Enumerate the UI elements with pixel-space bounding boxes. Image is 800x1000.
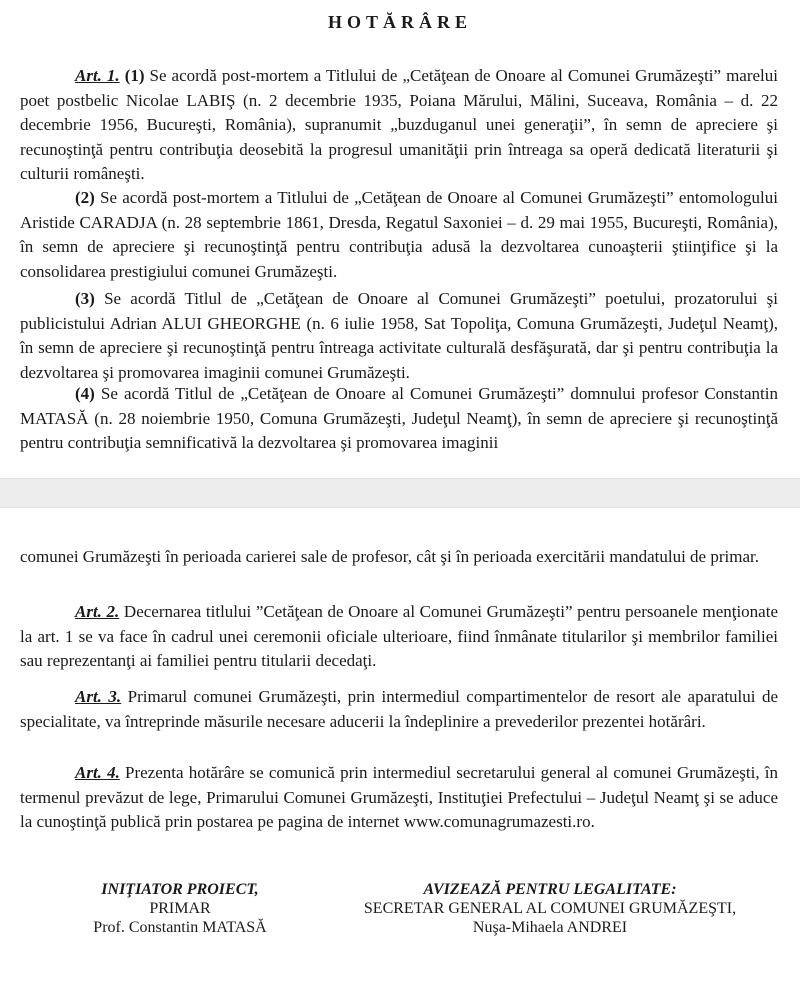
signature-name: Nuşa-Mihaela ANDREI	[472, 919, 628, 936]
page-gap	[0, 478, 800, 508]
art2-paragraph	[20, 600, 778, 674]
paragraph-text: Se acordă post-mortem a Titlului de „Cetăţean de Onoare al Comunei Grumăzeşti” marelui poet postbelic Nicolae LABIŞ (n. 2 decembrie 1935, Poiana Mărului, Mălini, Suceava, România – d. 22 decembrie 1956, Bucureşti, România), supranumit „buzduganul unei generaţii”, în semn de apreciere şi recunoştinţă pentru contribuţia deosebită la progresul umanităţii prin întreaga sa operă dedicată literaturii şi culturii româneşti.	[20, 66, 779, 183]
paragraph-number: (4)	[75, 384, 95, 403]
signature-role: PRIMAR	[149, 900, 211, 917]
paragraph-text: Decernarea titlului ”Cetăţean de Onoare al Comunei Grumăzeşti” pentru persoanele menţionate la art. 1 se va face în cadrul unei ceremonii oficiale ulterioare, fiind înmânate titularilor şi membrilor familiei sau reprezentanţi ai familiei pentru titularii decedaţi.	[20, 602, 778, 670]
paragraph-number: (3)	[75, 289, 95, 308]
paragraph-text: Se acordă Titlul de „Cetăţean de Onoare al Comunei Grumăzeşti” poetului, prozatorului şi publicistului Adrian ALUI GHEORGHE (n. 6 iulie 1958, Sat Topoliţa, Comuna Grumăzeşti, Judeţul Neamţ), în semn de apreciere şi recunoştinţă pentru întreaga activitate culturală desfăşurată, dar şi pentru contribuţia la dezvoltarea şi promovarea imaginii comunei Grumăzeşti.	[20, 289, 778, 382]
art1-label: Art. 1.	[75, 66, 120, 85]
document-title: HOTĂRÂRE	[327, 12, 472, 32]
art4-paragraph	[20, 761, 778, 835]
signature-name: Prof. Constantin MATASĂ	[93, 919, 267, 936]
paragraph-number: (2)	[75, 188, 95, 207]
paragraph-text: Prezenta hotărâre se comunică prin intermediul secretarului general al comunei Grumăzeşti, în termenul prevăzut de lege, Primarului Comunei Grumăzeşti, Instituţiei Prefectului – Judeţul Neamţ şi se aduce la cunoştinţă publică prin postarea pe pagina de internet www.comunagrumazesti.ro.	[20, 763, 778, 831]
art1-paragraph-2	[20, 186, 778, 284]
art1-paragraph-4	[20, 382, 778, 456]
art4-label: Art. 4.	[75, 763, 120, 782]
signature-initiator	[40, 880, 320, 937]
paragraph-text: Se acordă post-mortem a Titlului de „Cetăţean de Onoare al Comunei Grumăzeşti” entomologului Aristide CARADJA (n. 28 septembrie 1861, Dresda, Regatul Saxoniei – d. 29 mai 1955, Bucureşti, România), în semn de apreciere şi recunoştinţă pentru contribuţia adusă la dezvoltarea cunoaşterii ştiinţifice şi la consolidarea prestigiului comunei Grumăzeşti.	[20, 188, 778, 281]
art3-paragraph	[20, 685, 778, 734]
art1-paragraph-1	[20, 64, 778, 187]
art2-label: Art. 2.	[75, 602, 120, 621]
art1-paragraph-4-continuation: comunei Grumăzeşti în perioada carierei sale de profesor, cât şi în perioada exercitării mandatului de primar.	[20, 547, 759, 566]
art1-paragraph-3	[20, 287, 778, 385]
signature-secretary	[330, 880, 770, 937]
paragraph-text: Se acordă Titlul de „Cetăţean de Onoare al Comunei Grumăzeşti” domnului profesor Constantin MATASĂ (n. 28 noiembrie 1950, Comuna Grumăzeşti, Judeţul Neamţ), în semn de apreciere şi recunoştinţă pentru contribuţia semnificativă la dezvoltarea şi promovarea imaginii	[20, 384, 779, 452]
art3-label: Art. 3.	[75, 687, 122, 706]
paragraph-text: Primarul comunei Grumăzeşti, prin intermediul compartimentelor de resort ale aparatului de specialitate, va întreprinde măsurile necesare aducerii la îndeplinire a prevederilor prezentei hotărâri.	[20, 687, 779, 731]
paragraph-number: (1)	[124, 66, 145, 85]
signature-heading: AVIZEAZĂ PENTRU LEGALITATE:	[423, 881, 677, 898]
signature-heading: INIŢIATOR PROIECT,	[101, 881, 259, 898]
signature-role: SECRETAR GENERAL AL COMUNEI GRUMĂZEŞTI,	[363, 900, 737, 917]
